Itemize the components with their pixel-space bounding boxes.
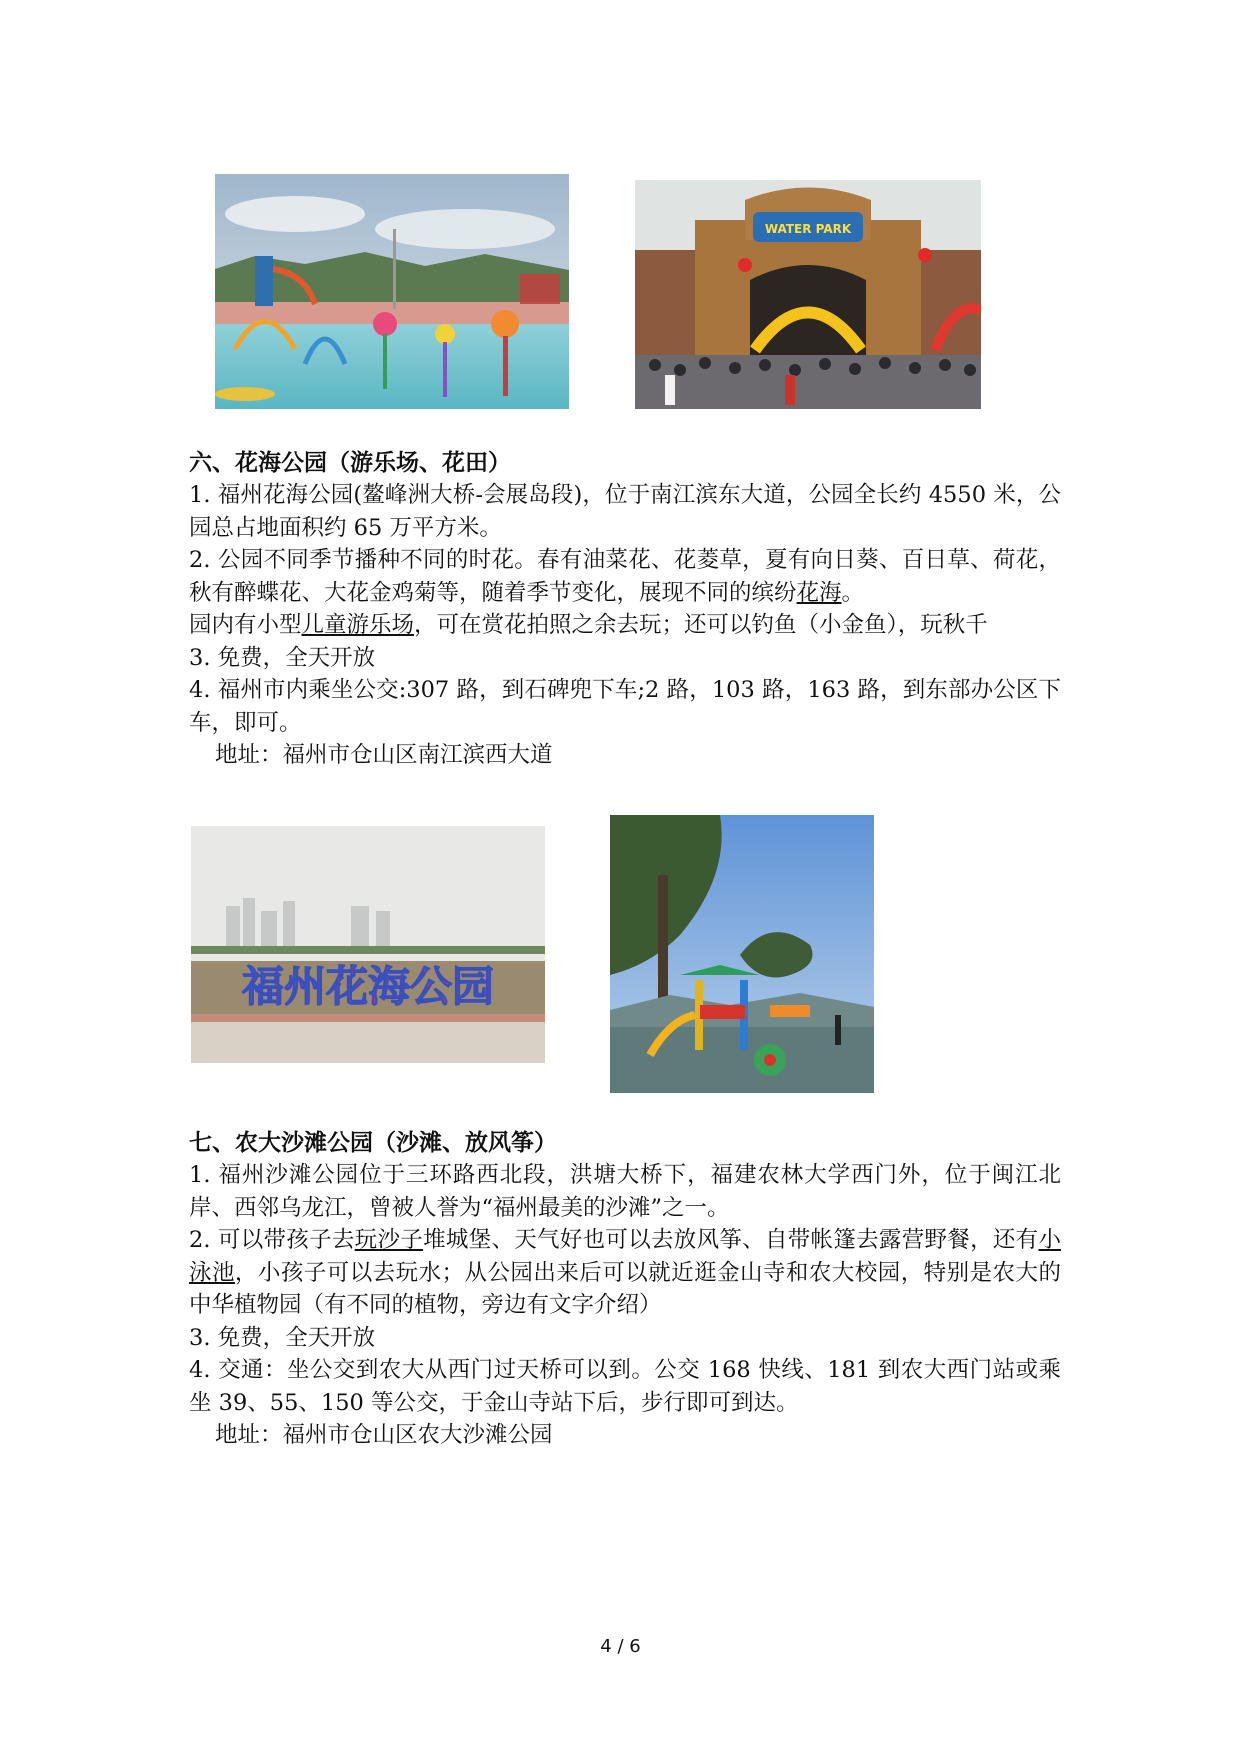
- link-play-sand[interactable]: 玩沙子: [354, 1227, 424, 1253]
- link-small-pool[interactable]: 小泳池: [189, 1227, 1061, 1286]
- section-heading: 六、花海公园（游乐场、花田）: [189, 449, 511, 476]
- paragraph: 4. 交通：坐公交到农大从西门过天桥可以到。公交 168 快线、181 到农大西门站或乘坐 39、55、150 等公交，于金山寺站下后，步行即可到达。: [189, 1357, 1061, 1416]
- gate-sign-text: WATER PARK: [764, 222, 852, 236]
- section-beach-park: [189, 1126, 1061, 1452]
- paragraph: 2. 公园不同季节播种不同的时花。春有油菜花、花菱草，夏有向日葵、百日草、荷花，秋有醉蝶花、大花金鸡菊等，随着季节变化，展现不同的缤纷花海。: [189, 547, 1061, 606]
- paragraph: 1. 福州沙滩公园位于三环路西北段，洪塘大桥下，福建农林大学西门外，位于闽江北岸、西邻乌龙江，曾被人誉为“福州最美的沙滩”之一。: [189, 1162, 1061, 1221]
- photo-water-park-gate: [635, 180, 981, 409]
- paragraph: 4. 福州市内乘坐公交:307 路，到石碑兜下车;2 路，103 路，163 路，到东部办公区下车，即可。: [189, 677, 1061, 736]
- paragraph: 2. 可以带孩子去玩沙子堆城堡、天气好也可以去放风筝、自带帐篷去露营野餐，还有小泳池，小孩子可以去玩水；从公园出来后可以就近逛金山寺和农大校园，特别是农大的中华植物园（有不同的植物，旁边有文字介绍）: [189, 1227, 1061, 1318]
- photo-water-playground: [215, 174, 569, 409]
- paragraph: 3. 免费，全天开放: [189, 644, 376, 671]
- paragraph: 1. 福州花海公园(鳌峰洲大桥-会展岛段)，位于南江滨东大道，公园全长约 4550 米，公园总占地面积约 65 万平方米。: [189, 482, 1061, 541]
- park-sign-text: 福州花海公园: [241, 962, 495, 1011]
- link-flower-sea[interactable]: 花海: [796, 579, 842, 606]
- paragraph: 3. 免费，全天开放: [189, 1324, 376, 1351]
- page-number: 4 / 6: [600, 1636, 641, 1657]
- photo-children-playground: [610, 815, 874, 1093]
- section-flower-sea-park: [189, 446, 1061, 772]
- paragraph: 园内有小型儿童游乐场，可在赏花拍照之余去玩；还可以钓鱼（小金鱼），玩秋千: [189, 612, 988, 638]
- section-heading: 七、农大沙滩公园（沙滩、放风筝）: [189, 1129, 557, 1156]
- address: 地址：福州市仓山区南江滨西大道: [215, 742, 553, 768]
- link-children-playground[interactable]: 儿童游乐场: [301, 612, 415, 638]
- address: 地址：福州市仓山区农大沙滩公园: [215, 1422, 553, 1448]
- photo-flower-sea-park-sign: [191, 826, 545, 1063]
